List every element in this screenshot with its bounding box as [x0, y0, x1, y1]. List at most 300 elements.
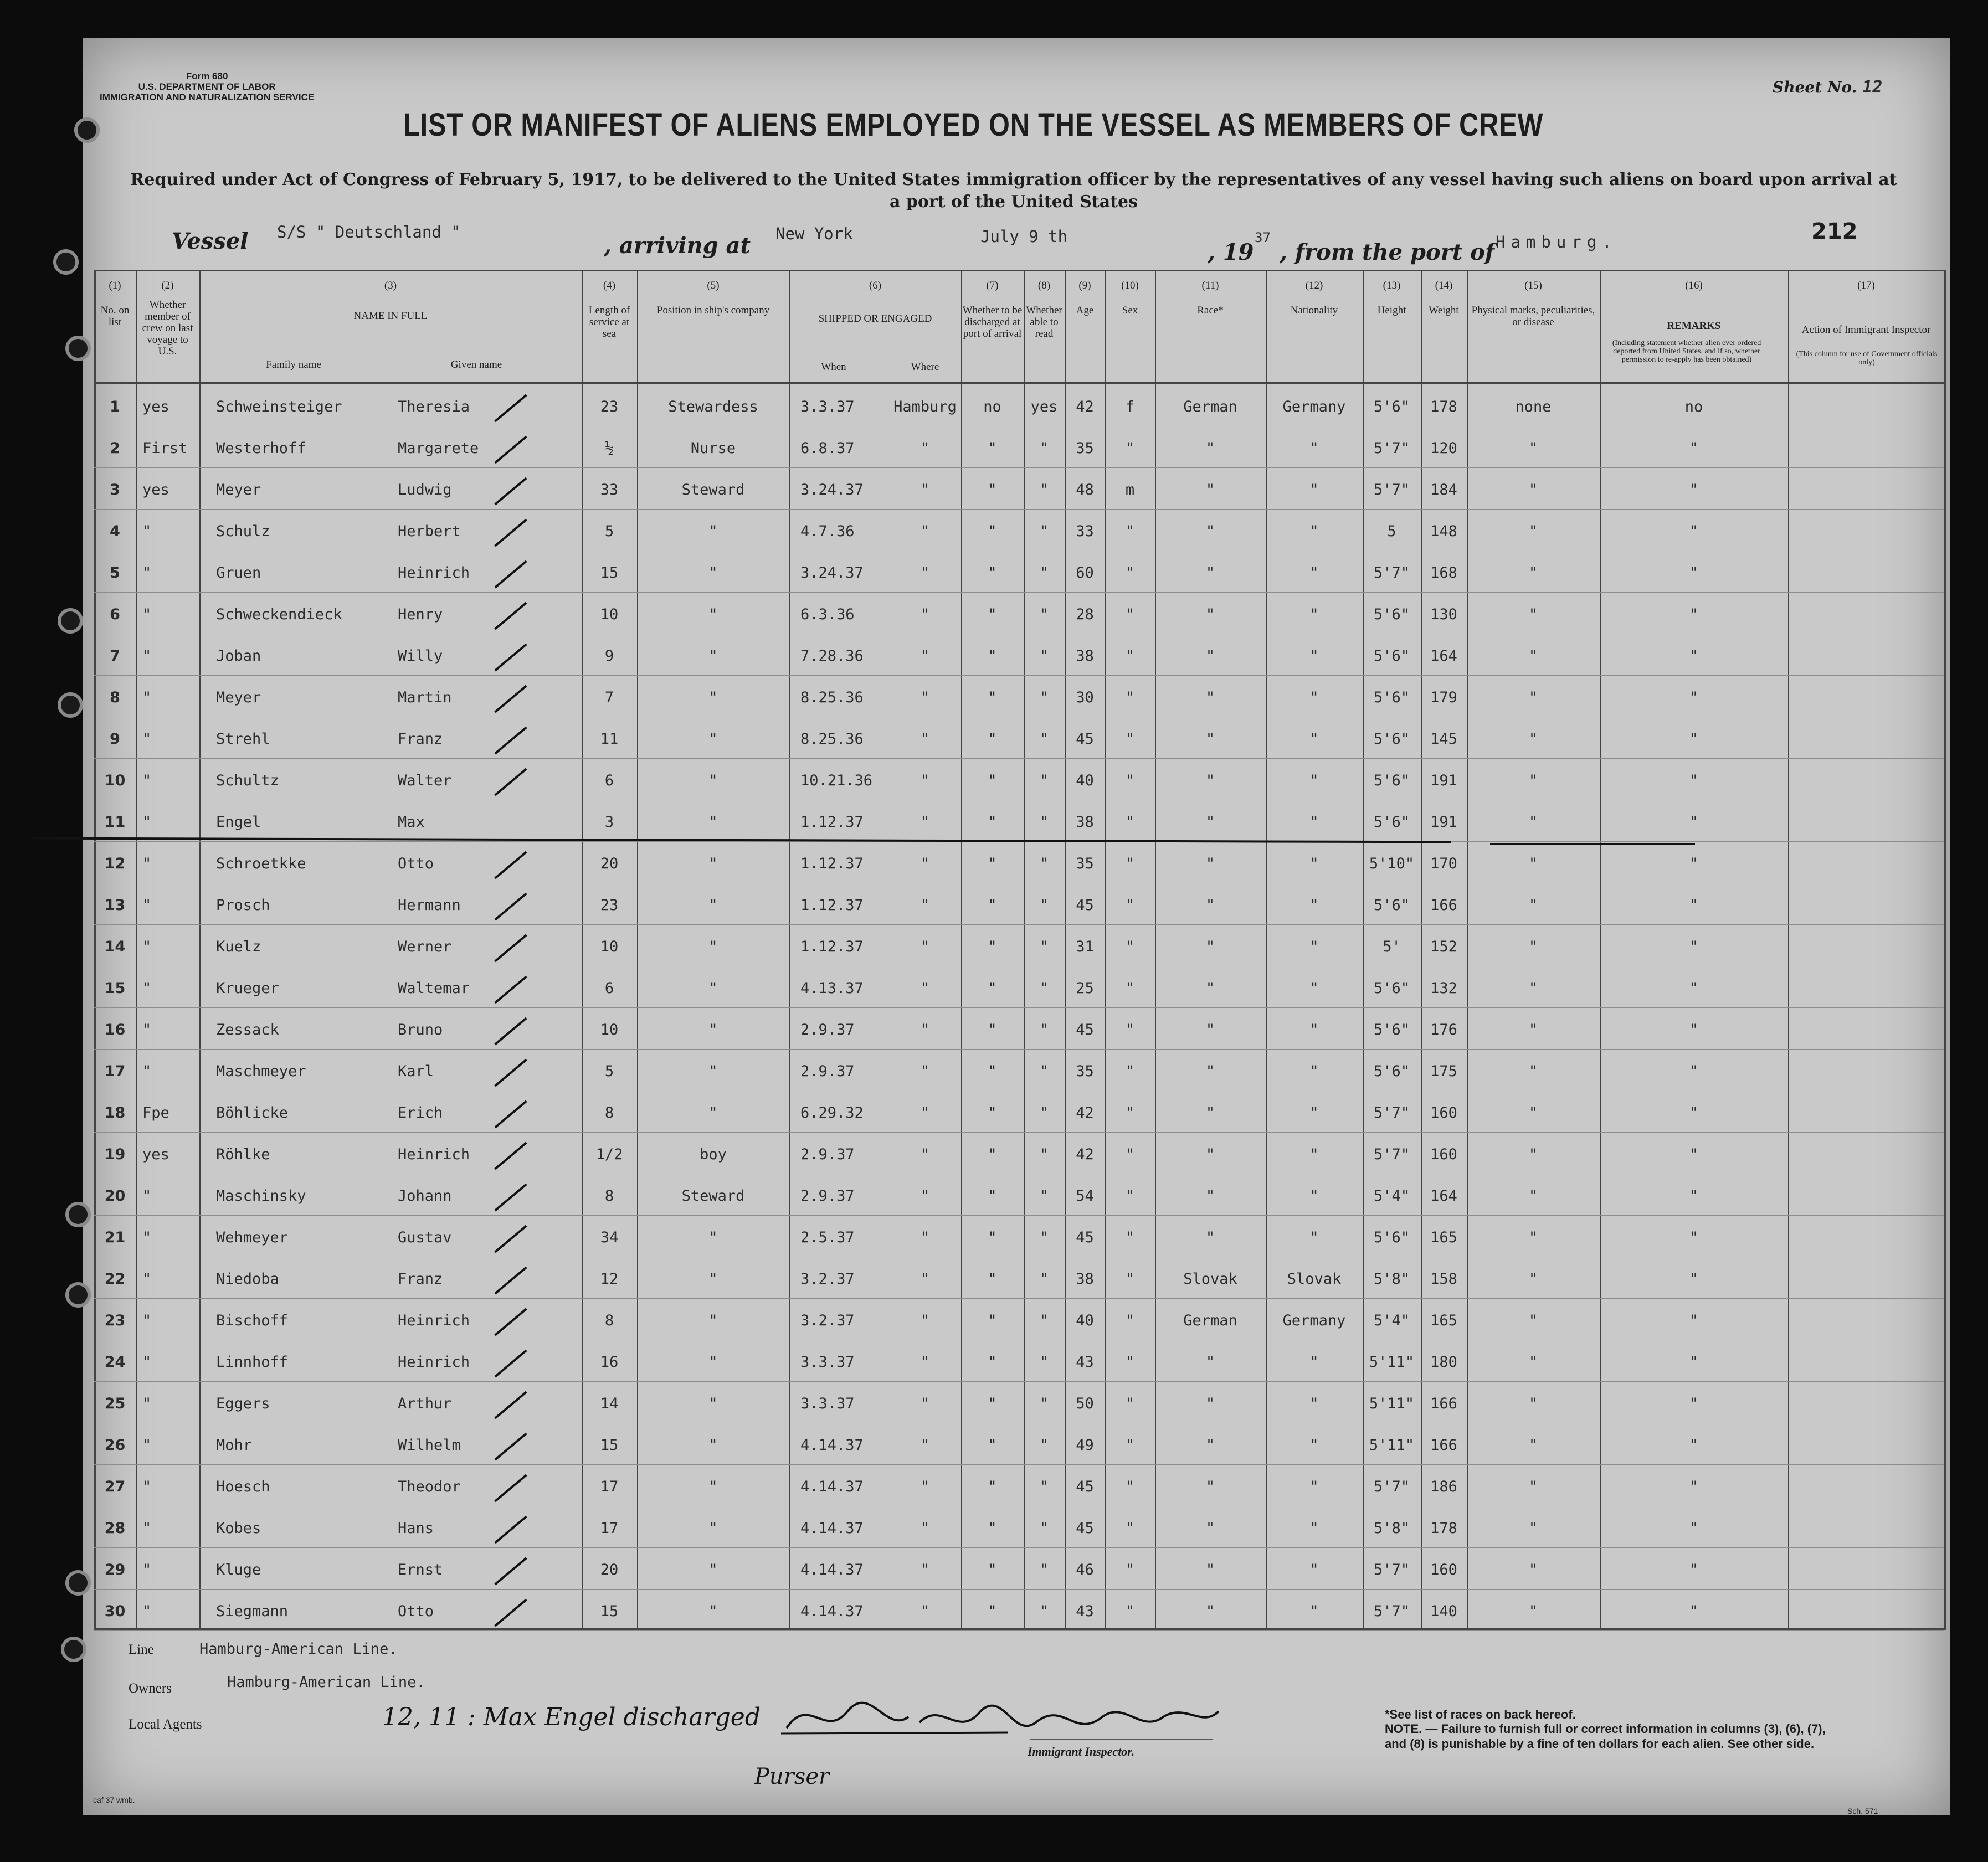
cell-nat: " — [1309, 1187, 1319, 1205]
cell-family: Westerhoff — [216, 440, 306, 457]
cell-height: 5'7" — [1373, 1146, 1410, 1163]
row-rule — [94, 1630, 1944, 1631]
cell-nat: " — [1309, 647, 1319, 665]
cell-height: 5'7" — [1373, 1478, 1410, 1495]
cell-nat: " — [1309, 1229, 1319, 1246]
cell-height: 5'6" — [1373, 647, 1410, 665]
cell-height: 5'11" — [1369, 1395, 1415, 1412]
cell-read: " — [1039, 1187, 1049, 1205]
cell-sex: " — [1125, 1271, 1135, 1288]
cell-nat: " — [1309, 1603, 1319, 1620]
cell-read: " — [1039, 606, 1049, 623]
cell-family: Kluge — [216, 1561, 261, 1578]
cell-weight: 186 — [1430, 1478, 1457, 1495]
cell-disch: " — [988, 772, 997, 789]
cell-when: 3.3.37 — [800, 1395, 855, 1412]
cell-nat: Germany — [1282, 1312, 1346, 1329]
cell-position: " — [708, 1271, 718, 1288]
cell-height: 5'8" — [1373, 1520, 1410, 1537]
cell-nat: " — [1309, 938, 1319, 955]
cell-disch: " — [988, 1437, 997, 1454]
cell-service: 20 — [600, 855, 619, 872]
cell-race: " — [1205, 1520, 1215, 1537]
row-rule — [94, 509, 1944, 510]
cell-age: 43 — [1076, 1354, 1094, 1371]
cell-nat: " — [1309, 772, 1319, 789]
cell-nat: " — [1309, 1520, 1319, 1537]
cell-sex: " — [1125, 440, 1135, 457]
row-rule — [94, 758, 1944, 759]
cell-marks: " — [1528, 1187, 1538, 1205]
cell-sex: " — [1125, 1229, 1135, 1246]
cell-read: " — [1039, 731, 1049, 748]
cell-nat: " — [1309, 731, 1319, 748]
cell-nat: " — [1309, 1561, 1319, 1578]
cell-race: " — [1205, 1229, 1215, 1246]
cell-marks: " — [1528, 523, 1538, 540]
cell-last: " — [142, 564, 152, 582]
purser-title: Purser — [754, 1764, 830, 1789]
cell-sex: " — [1125, 731, 1135, 748]
cell-family: Schweckendieck — [216, 606, 342, 623]
cell-no: 1 — [110, 398, 120, 415]
cell-race: " — [1205, 606, 1215, 623]
cell-height: 5'6" — [1373, 897, 1410, 914]
cell-when: 6.29.32 — [800, 1104, 864, 1122]
cell-no: 14 — [104, 938, 126, 955]
cell-remarks: " — [1689, 564, 1699, 582]
cell-position: " — [708, 980, 718, 997]
cell-nat: " — [1309, 481, 1319, 498]
cell-disch: " — [988, 1146, 997, 1163]
cell-height: 5 — [1387, 523, 1396, 540]
cell-service: 9 — [604, 647, 614, 665]
cell-age: 30 — [1076, 689, 1094, 706]
cell-race: " — [1205, 481, 1215, 498]
row-rule — [94, 1298, 1944, 1299]
cell-race: " — [1205, 440, 1215, 457]
binder-hole — [74, 117, 100, 143]
cell-nat: " — [1309, 1437, 1319, 1454]
binder-hole — [53, 249, 79, 275]
printer-mark: caf 37 wmb. — [93, 1796, 135, 1804]
cell-remarks: " — [1689, 1603, 1699, 1620]
row-rule — [94, 592, 1944, 593]
cell-remarks: " — [1689, 1104, 1699, 1122]
column-number: (6) — [869, 280, 882, 291]
binder-hole — [58, 608, 83, 634]
binder-hole — [65, 1202, 91, 1227]
cell-where: " — [920, 938, 930, 955]
cell-race: " — [1205, 1395, 1215, 1412]
cell-disch: " — [988, 938, 997, 955]
cell-marks: " — [1528, 647, 1538, 665]
cell-age: 38 — [1076, 1271, 1094, 1288]
cell-last: " — [142, 731, 152, 748]
cell-nat: " — [1309, 855, 1319, 872]
cell-when: 4.14.37 — [800, 1520, 864, 1537]
cell-where: " — [920, 1271, 930, 1288]
cell-no: 8 — [110, 689, 120, 706]
binder-hole — [58, 692, 83, 718]
cell-age: 46 — [1076, 1561, 1094, 1578]
cell-where: " — [920, 689, 930, 706]
cell-position: Stewardess — [668, 398, 758, 415]
cell-read: yes — [1030, 398, 1058, 415]
cell-nat: " — [1309, 1104, 1319, 1122]
cell-where: " — [920, 1561, 930, 1578]
cell-family: Böhlicke — [216, 1104, 289, 1122]
cell-remarks: " — [1689, 481, 1699, 498]
cell-weight: 175 — [1430, 1063, 1457, 1080]
cell-read: " — [1039, 1395, 1049, 1412]
cell-family: Schultz — [216, 772, 279, 789]
cell-remarks: " — [1689, 647, 1699, 665]
cell-last: First — [142, 440, 188, 457]
cell-when: 6.3.36 — [800, 606, 855, 623]
column-number: (14) — [1435, 280, 1453, 291]
cell-nat: " — [1309, 1063, 1319, 1080]
cell-service: 6 — [604, 772, 614, 789]
cell-position: " — [708, 1603, 718, 1620]
cell-no: 21 — [104, 1229, 126, 1246]
cell-given: Heinrich — [398, 564, 470, 582]
cell-height: 5'6" — [1373, 1063, 1410, 1080]
cell-disch: no — [983, 398, 1001, 415]
cell-weight: 166 — [1430, 897, 1457, 914]
cell-read: " — [1039, 1021, 1049, 1038]
cell-weight: 165 — [1430, 1229, 1457, 1246]
cell-weight: 140 — [1430, 1603, 1457, 1620]
cell-position: " — [708, 1478, 718, 1495]
cell-remarks: " — [1689, 1063, 1699, 1080]
cell-remarks: " — [1689, 1271, 1699, 1288]
cell-read: " — [1039, 440, 1049, 457]
cell-remarks: " — [1689, 1312, 1699, 1329]
cell-height: 5'7" — [1373, 1104, 1410, 1122]
cell-read: " — [1039, 814, 1049, 831]
remarks-note: (Including statement whether alien ever ordered deported from United States, and if so, whether permission to re-apply has been obtained) — [1612, 339, 1761, 364]
cell-position: Nurse — [690, 440, 736, 457]
cell-race: " — [1205, 1354, 1215, 1371]
cell-sex: " — [1125, 1187, 1135, 1205]
cell-remarks: " — [1689, 1229, 1699, 1246]
cell-last: " — [142, 1395, 152, 1412]
cell-no: 13 — [104, 897, 126, 914]
cell-last: " — [142, 772, 152, 789]
cell-nat: " — [1309, 440, 1319, 457]
cell-given: Heinrich — [398, 1354, 470, 1371]
cell-where: " — [920, 731, 930, 748]
schedule-number: Sch. 571 — [1847, 1807, 1878, 1815]
cell-marks: " — [1528, 855, 1538, 872]
cell-disch: " — [988, 855, 997, 872]
row-rule — [94, 1589, 1944, 1590]
cell-read: " — [1039, 1520, 1049, 1537]
cell-age: 42 — [1076, 398, 1094, 415]
cell-height: 5'6" — [1373, 980, 1410, 997]
cell-disch: " — [988, 1312, 997, 1329]
cell-weight: 178 — [1430, 1520, 1457, 1537]
cell-service: 7 — [604, 689, 614, 706]
cell-age: 43 — [1076, 1603, 1094, 1620]
cell-read: " — [1039, 1104, 1049, 1122]
cell-last: " — [142, 1603, 152, 1620]
page-title: LIST OR MANIFEST OF ALIENS EMPLOYED ON THE VESSEL AS MEMBERS OF CREW — [403, 107, 1544, 143]
cell-marks: " — [1528, 1478, 1538, 1495]
cell-family: Prosch — [216, 897, 270, 914]
arrival-year: 37 — [1255, 230, 1271, 245]
cell-marks: " — [1528, 1561, 1538, 1578]
cell-sex: " — [1125, 772, 1135, 789]
cell-nat: " — [1309, 897, 1319, 914]
cell-no: 10 — [104, 772, 126, 789]
cell-no: 28 — [104, 1520, 126, 1537]
column-divider — [789, 270, 790, 1630]
cell-age: 28 — [1076, 606, 1094, 623]
cell-sex: " — [1125, 1478, 1135, 1495]
row-rule — [94, 675, 1944, 676]
cell-age: 45 — [1076, 1478, 1094, 1495]
cell-where: " — [920, 440, 930, 457]
row-strikethrough — [1490, 843, 1695, 845]
cell-when: 3.3.37 — [800, 398, 855, 415]
cell-last: " — [142, 1063, 152, 1080]
cell-when: 3.2.37 — [800, 1271, 855, 1288]
cell-sex: " — [1125, 814, 1135, 831]
cell-service: 8 — [604, 1187, 614, 1205]
cell-family: Maschinsky — [216, 1187, 306, 1205]
cell-given: Ludwig — [398, 481, 452, 498]
cell-race: " — [1205, 938, 1215, 955]
cell-disch: " — [988, 1395, 997, 1412]
cell-weight: 176 — [1430, 1021, 1457, 1038]
column-header: Position in ship's company — [656, 305, 770, 316]
cell-marks: " — [1528, 731, 1538, 748]
cell-no: 22 — [104, 1271, 126, 1288]
cell-when: 6.8.37 — [800, 440, 855, 457]
from-port-label: , from the port of — [1280, 239, 1495, 265]
cell-where: " — [920, 1395, 930, 1412]
row-rule — [94, 1132, 1944, 1133]
binder-hole — [61, 1637, 86, 1662]
cell-family: Strehl — [216, 731, 270, 748]
cell-nat: " — [1309, 523, 1319, 540]
cell-position: " — [708, 647, 718, 665]
cell-race: German — [1183, 1312, 1237, 1329]
cell-position: " — [708, 1312, 718, 1329]
cell-given: Henry — [398, 606, 443, 623]
cell-no: 6 — [110, 606, 120, 623]
cell-nat: " — [1309, 1354, 1319, 1371]
row-rule — [94, 924, 1944, 925]
cell-remarks: " — [1689, 1561, 1699, 1578]
cell-marks: " — [1528, 1603, 1538, 1620]
cell-last: " — [142, 647, 152, 665]
cell-last: " — [142, 1271, 152, 1288]
cell-remarks: " — [1689, 938, 1699, 955]
cell-no: 17 — [104, 1063, 126, 1080]
cell-sex: " — [1125, 1104, 1135, 1122]
cell-service: 17 — [600, 1478, 619, 1495]
cell-no: 15 — [104, 980, 126, 997]
cell-given: Willy — [398, 647, 443, 665]
cell-last: " — [142, 1561, 152, 1578]
row-rule — [94, 467, 1944, 468]
cell-where: " — [920, 814, 930, 831]
cell-sex: " — [1125, 1395, 1135, 1412]
cell-remarks: " — [1689, 1021, 1699, 1038]
cell-last: " — [142, 689, 152, 706]
cell-when: 1.12.37 — [800, 897, 864, 914]
cell-age: 25 — [1076, 980, 1094, 997]
cell-marks: " — [1528, 1520, 1538, 1537]
cell-read: " — [1039, 564, 1049, 582]
cell-service: 10 — [600, 1021, 619, 1038]
cell-service: 1/2 — [595, 1146, 623, 1163]
cell-when: 3.3.37 — [800, 1354, 855, 1371]
column-header: Whether member of crew on last voyage to U.S. — [142, 299, 193, 357]
cell-sex: " — [1125, 1021, 1135, 1038]
cell-position: " — [708, 1021, 718, 1038]
cell-where: " — [920, 1063, 930, 1080]
cell-disch: " — [988, 481, 997, 498]
cell-family: Schulz — [216, 523, 270, 540]
cell-family: Bischoff — [216, 1312, 289, 1329]
cell-when: 10.21.36 — [800, 772, 873, 789]
arrival-port: New York — [775, 224, 853, 243]
cell-nat: " — [1309, 564, 1319, 582]
inspector-note: (This column for use of Government officials only) — [1796, 350, 1938, 367]
cell-weight: 145 — [1430, 731, 1457, 748]
cell-when: 4.7.36 — [800, 523, 855, 540]
column-number: (2) — [161, 280, 174, 291]
cell-read: " — [1039, 855, 1049, 872]
cell-disch: " — [988, 647, 997, 665]
column-number: (1) — [109, 280, 121, 291]
cell-family: Wehmeyer — [216, 1229, 289, 1246]
cell-given: Werner — [398, 938, 452, 955]
cell-when: 3.2.37 — [800, 1312, 855, 1329]
cell-where: " — [920, 980, 930, 997]
cell-age: 49 — [1076, 1437, 1094, 1454]
cell-family: Joban — [216, 647, 261, 665]
cell-family: Siegmann — [216, 1603, 289, 1620]
cell-given: Wilhelm — [398, 1437, 461, 1454]
cell-height: 5' — [1383, 938, 1401, 955]
cell-sex: " — [1125, 1063, 1135, 1080]
cell-given: Karl — [398, 1063, 434, 1080]
cell-position: " — [708, 564, 718, 582]
cell-position: " — [708, 731, 718, 748]
column-header: No. on list — [100, 305, 130, 328]
cell-marks: " — [1528, 1104, 1538, 1122]
column-divider — [199, 270, 201, 1630]
cell-position: Steward — [681, 481, 745, 498]
cell-remarks: " — [1689, 606, 1699, 623]
cell-last: yes — [142, 398, 169, 415]
column-header: Nationality — [1290, 305, 1338, 316]
cell-service: 17 — [600, 1520, 619, 1537]
cell-where: " — [920, 481, 930, 498]
cell-sex: f — [1125, 398, 1135, 415]
cell-given: Gustav — [398, 1229, 452, 1246]
cell-age: 31 — [1076, 938, 1094, 955]
inspector-signature-line — [1030, 1739, 1213, 1740]
cell-position: " — [708, 1354, 718, 1371]
cell-sex: " — [1125, 897, 1135, 914]
cell-weight: 166 — [1430, 1437, 1457, 1454]
cell-age: 45 — [1076, 731, 1094, 748]
cell-no: 20 — [104, 1187, 126, 1205]
cell-disch: " — [988, 1520, 997, 1537]
cell-last: " — [142, 1021, 152, 1038]
cell-disch: " — [988, 523, 997, 540]
column-number: (12) — [1305, 280, 1323, 291]
cell-position: " — [708, 1063, 718, 1080]
cell-sex: " — [1125, 523, 1135, 540]
cell-when: 2.5.37 — [800, 1229, 855, 1246]
cell-when: 2.9.37 — [800, 1063, 855, 1080]
cell-disch: " — [988, 440, 997, 457]
cell-disch: " — [988, 897, 997, 914]
cell-service: 16 — [600, 1354, 619, 1371]
cell-last: Fpe — [142, 1104, 169, 1122]
cell-position: " — [708, 1520, 718, 1537]
cell-given: Max — [398, 814, 425, 831]
cell-age: 45 — [1076, 1021, 1094, 1038]
table-top-border — [94, 270, 1944, 271]
cell-where: " — [920, 606, 930, 623]
cell-weight: 191 — [1430, 814, 1457, 831]
cell-no: 16 — [104, 1021, 126, 1038]
cell-family: Mohr — [216, 1437, 253, 1454]
cell-where: " — [920, 1146, 930, 1163]
cell-position: " — [708, 814, 718, 831]
cell-no: 26 — [104, 1437, 126, 1454]
cell-no: 4 — [110, 523, 120, 540]
cell-last: " — [142, 523, 152, 540]
cell-race: " — [1205, 1104, 1215, 1122]
cell-sex: " — [1125, 1603, 1135, 1620]
cell-weight: 184 — [1430, 481, 1457, 498]
cell-family: Niedoba — [216, 1271, 279, 1288]
cell-last: " — [142, 938, 152, 955]
cell-race: " — [1205, 855, 1215, 872]
column-divider — [136, 270, 137, 1630]
cell-last: " — [142, 1437, 152, 1454]
given-name-header: Given name — [450, 359, 502, 371]
column-header: Whether to be discharged at port of arrival — [962, 305, 1023, 340]
cell-marks: " — [1528, 606, 1538, 623]
cell-position: " — [708, 1437, 718, 1454]
sheet-value: 12 — [1862, 78, 1883, 97]
department-name: U.S. DEPARTMENT OF LABOR — [138, 81, 276, 92]
cell-service: 6 — [604, 980, 614, 997]
cell-position: " — [708, 689, 718, 706]
cell-read: " — [1039, 1603, 1049, 1620]
cell-remarks: no — [1684, 398, 1703, 415]
cell-race: " — [1205, 1063, 1215, 1080]
cell-service: 20 — [600, 1561, 619, 1578]
cell-height: 5'6" — [1373, 772, 1410, 789]
page-subtitle: Required under Act of Congress of February 5, 1917, to be delivered to the United States immigration officer by the representatives of any vessel having such aliens on board upon arrival at a port of the United States — [130, 170, 1897, 212]
cell-age: 38 — [1076, 814, 1094, 831]
cell-disch: " — [988, 1354, 997, 1371]
cell-when: 4.13.37 — [800, 980, 864, 997]
cell-weight: 152 — [1430, 938, 1457, 955]
cell-family: Linnhoff — [216, 1354, 289, 1371]
